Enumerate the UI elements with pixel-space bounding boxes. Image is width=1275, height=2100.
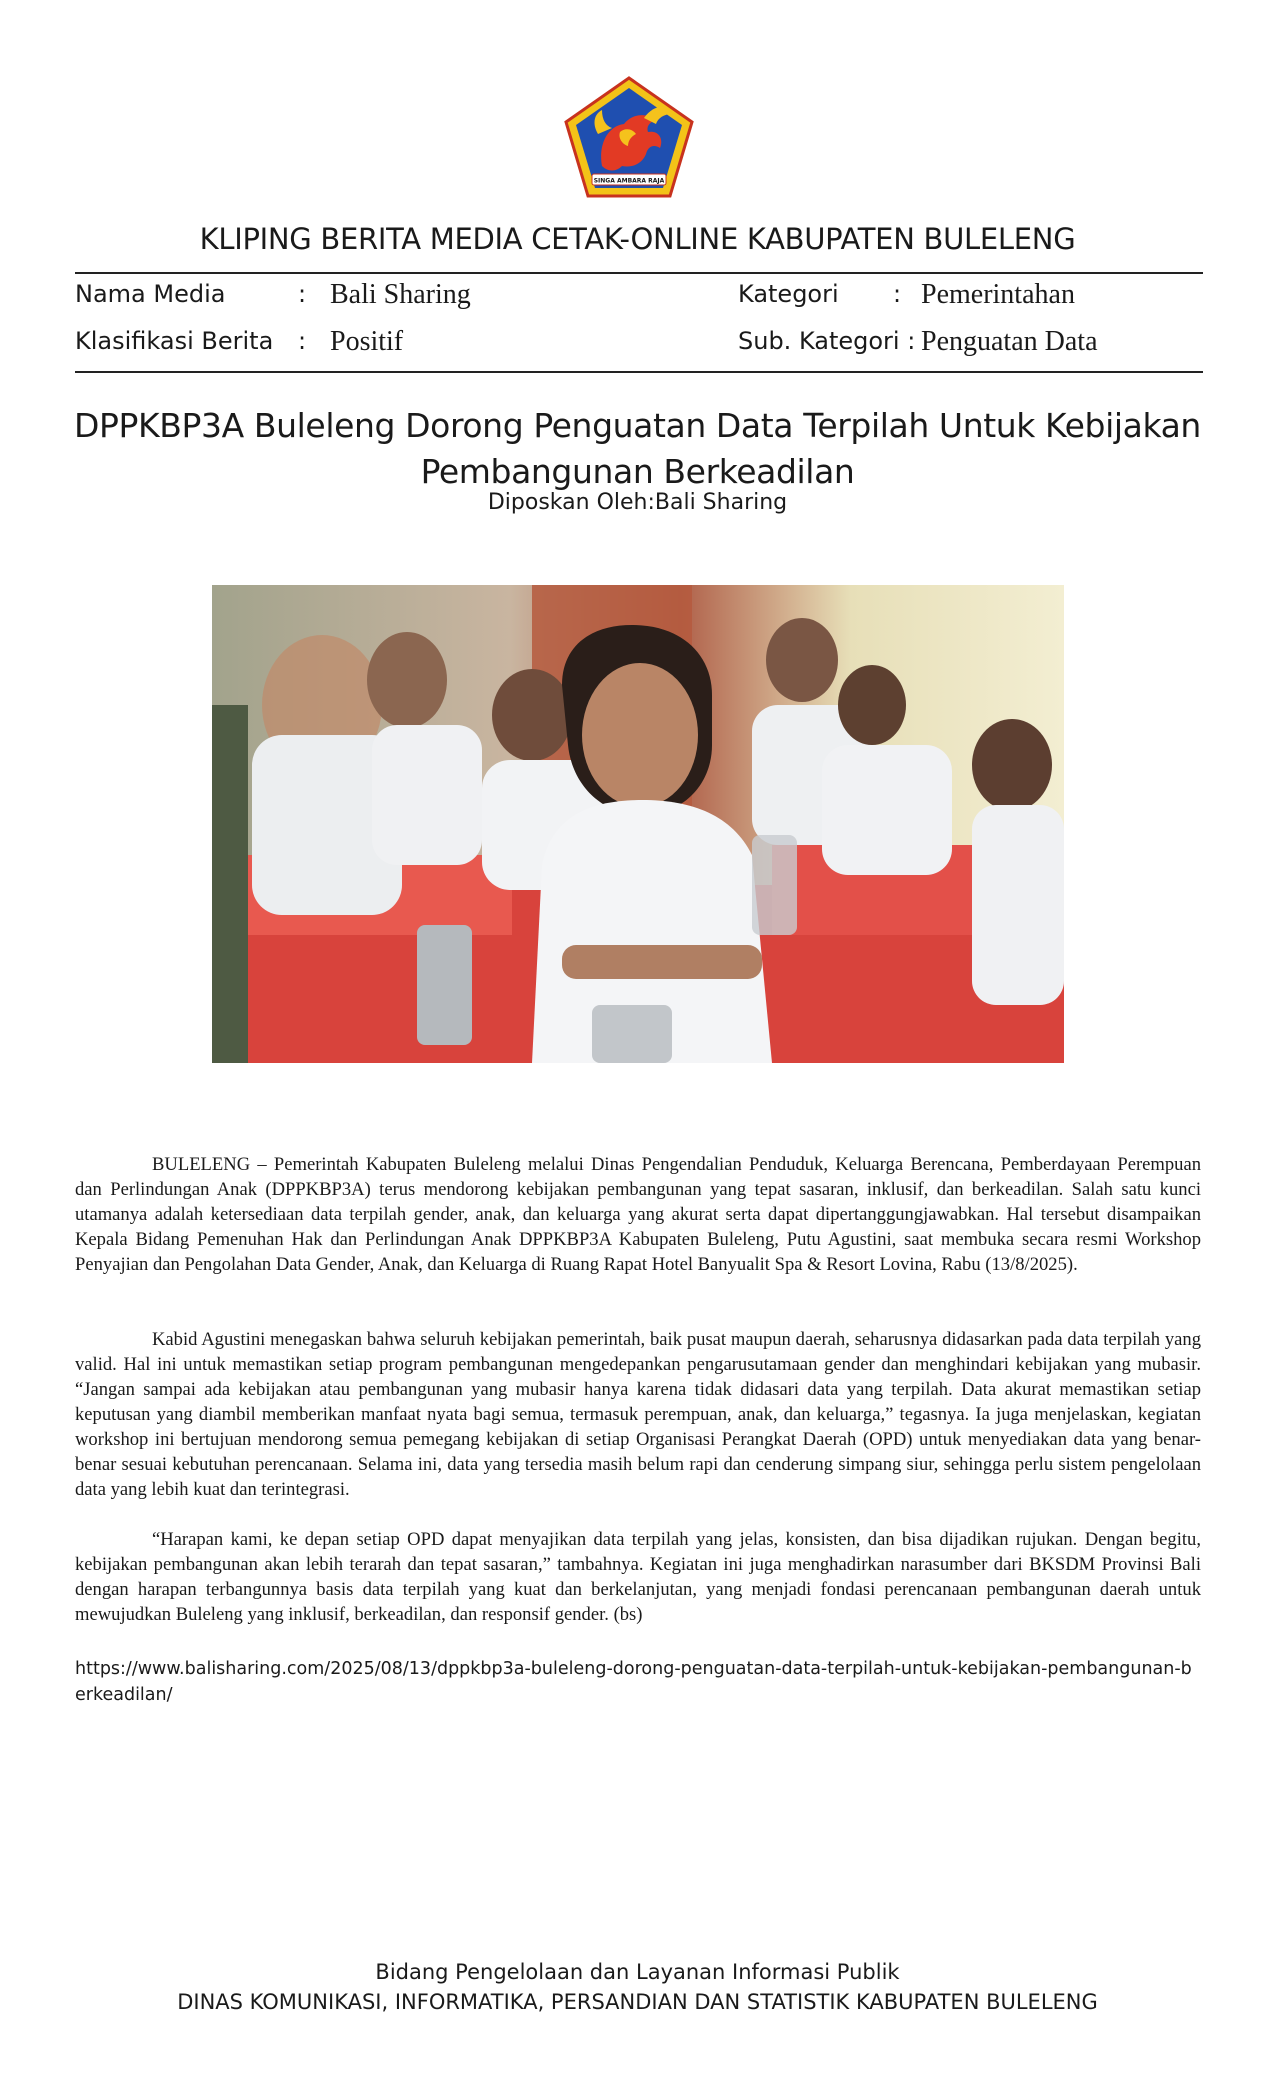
media-colon: : <box>298 280 307 308</box>
category-colon: : <box>893 280 902 308</box>
subcategory-label: Sub. Kategori : <box>738 327 916 355</box>
article-paragraph: “Harapan kami, ke depan setiap OPD dapat menyajikan data terpilah yang jelas, konsisten, dan bisa dijadikan rujukan. Dengan begitu, kebijakan pembangunan akan lebih terarah dan tepat sasaran,” tambahnya. Kegiatan ini juga menghadirkan narasumber dari BKSDM Provinsi Bali dengan harapan terbangunnya basis data terpilah yang kuat dan berkelanjutan, yang menjadi fondasi perencanaan pembangunan daerah untuk mewujudkan Buleleng yang inklusif, berkeadilan, dan responsif gender. (bs) <box>75 1529 1201 1625</box>
source-url-link[interactable]: https://www.balisharing.com/2025/08/13/dppkbp3a-buleleng-dorong-penguatan-data-terpilah-untuk-kebijakan-pembangunan-berkeadilan/ <box>75 1659 1192 1705</box>
category-value: Pemerintahan <box>921 279 1075 310</box>
article-byline: Diposkan Oleh:Bali Sharing <box>487 490 788 515</box>
crest-caption: SINGA AMBARA RAJA <box>593 177 665 185</box>
media-label: Nama Media <box>75 280 226 308</box>
clipping-header-title: KLIPING BERITA MEDIA CETAK-ONLINE KABUPATEN BULELENG <box>199 222 1076 256</box>
footer-department: Bidang Pengelolaan dan Layanan Informasi Publik <box>375 1960 900 1984</box>
category-label: Kategori <box>738 280 839 308</box>
article-headline: DPPKBP3A Buleleng Dorong Penguatan Data Terpilah Untuk Kebijakan Pembangunan Berkeadilan <box>74 406 1201 491</box>
classification-colon: : <box>298 327 307 355</box>
header-bottom-rule <box>75 371 1203 373</box>
classification-label: Klasifikasi Berita <box>75 327 274 355</box>
article-photo <box>212 585 1064 1063</box>
footer-agency: DINAS KOMUNIKASI, INFORMATIKA, PERSANDIAN DAN STATISTIK KABUPATEN BULELENG <box>177 1990 1098 2014</box>
article-paragraph: Kabid Agustini menegaskan bahwa seluruh kebijakan pemerintah, baik pusat maupun daerah, seharusnya didasarkan pada data terpilah yang valid. Hal ini untuk memastikan setiap program pembangunan mengedepankan pengarusutamaan gender dan menghindari kebijakan yang mubasir. “Jangan sampai ada kebijakan atau pembangunan yang mubasir hanya karena tidak didasari data yang terpilah. Data akurat memastikan setiap keputusan yang diambil memberikan manfaat nyata bagi semua, termasuk perempuan, anak, dan keluarga,” tegasnya. Ia juga menjelaskan, kegiatan workshop ini bertujuan mendorong semua pemegang kebijakan di setiap Organisasi Perangkat Daerah (OPD) untuk menyediakan data yang benar-benar sesuai kebutuhan perencanaan. Selama ini, data yang tersedia masih belum rapi dan cenderung simpang siur, sehingga perlu sistem pengelolaan data yang lebih kuat dan terintegrasi. <box>75 1329 1201 1500</box>
regency-crest-logo <box>562 74 696 200</box>
header-top-rule <box>75 272 1203 274</box>
classification-value: Positif <box>330 326 404 357</box>
article-paragraph: BULELENG – Pemerintah Kabupaten Buleleng melalui Dinas Pengendalian Penduduk, Keluarga Berencana, Pemberdayaan Perempuan dan Perlindungan Anak (DPPKBP3A) terus mendorong kebijakan pembangunan yang tepat sasaran, inklusif, dan berkeadilan. Salah satu kunci utamanya adalah ketersediaan data terpilah gender, anak, dan keluarga yang akurat serta dapat dipertanggungjawabkan. Hal tersebut disampaikan Kepala Bidang Pemenuhan Hak dan Perlindungan Anak DPPKBP3A Kabupaten Buleleng, Putu Agustini, saat membuka secara resmi Workshop Penyajian dan Pengolahan Data Gender, Anak, dan Keluarga di Ruang Rapat Hotel Banyualit Spa & Resort Lovina, Rabu (13/8/2025). <box>75 1154 1201 1275</box>
media-value: Bali Sharing <box>330 279 471 310</box>
subcategory-value: Penguatan Data <box>921 326 1098 357</box>
